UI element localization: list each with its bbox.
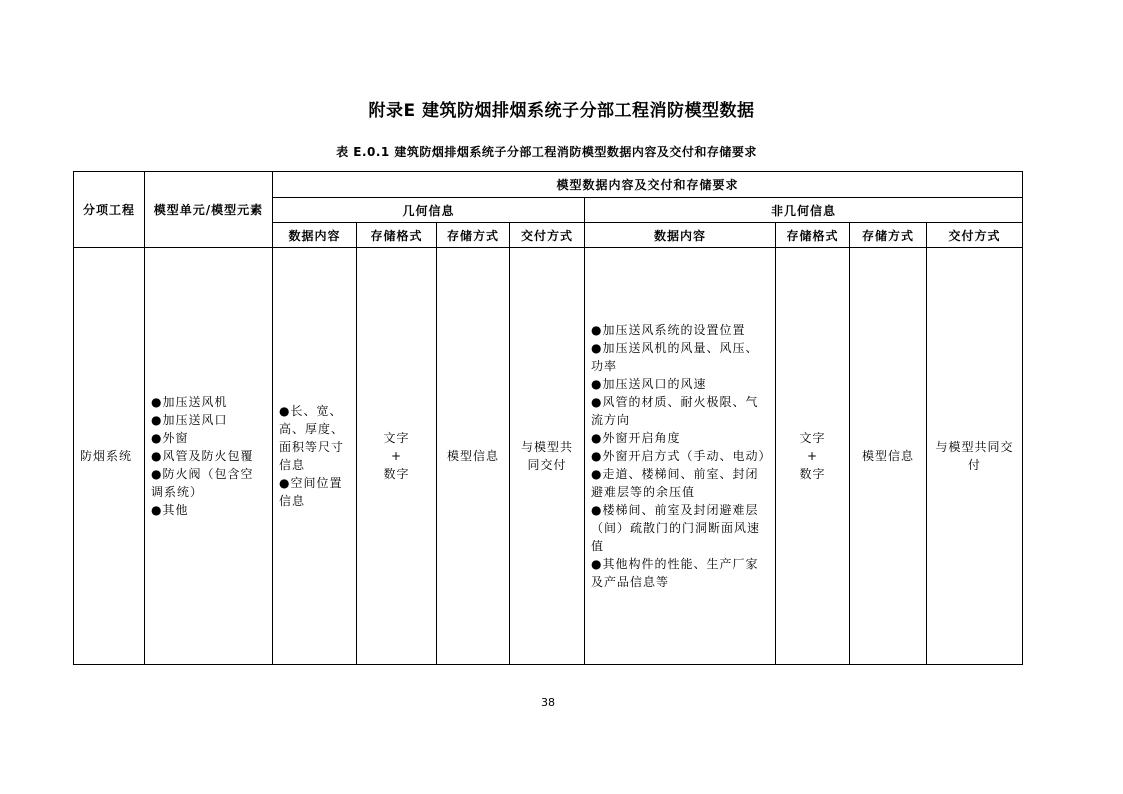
header-geo-storage: 存储方式 — [437, 223, 510, 248]
cell-geo-storage: 模型信息 — [437, 248, 510, 665]
header-ng-delivery: 交付方式 — [927, 223, 1023, 248]
cell-ng-storage: 模型信息 — [850, 248, 927, 665]
cell-geo-delivery: 与模型共同交付 — [510, 248, 585, 665]
ng-content-item: ●楼梯间、前室及封闭避难层（间）疏散门的门洞断面风速值 — [591, 503, 761, 553]
ng-content-item: ●加压送风机的风量、风压、功率 — [591, 341, 759, 373]
geo-content-item: ●空间位置信息 — [279, 476, 343, 508]
model-unit-item: ●外窗 — [151, 431, 189, 445]
header-group-non-geometry: 非几何信息 — [585, 198, 1023, 223]
cell-geo-content — [273, 248, 357, 665]
ng-content-item: ●走道、楼梯间、前室、封闭避难层等的余压值 — [591, 467, 759, 499]
geo-format-line-2: + — [390, 449, 403, 463]
model-unit-item: ●其他 — [151, 503, 189, 517]
model-data-table — [73, 171, 1023, 665]
table-row — [74, 248, 1023, 665]
ng-content-item: ●外窗开启方式（手动、电动） — [591, 449, 772, 463]
header-geo-format: 存储格式 — [357, 223, 437, 248]
cell-model-units — [145, 248, 273, 665]
cell-ng-content — [585, 248, 776, 665]
header-ng-format: 存储格式 — [776, 223, 850, 248]
ng-content-item: ●加压送风系统的设置位置 — [591, 323, 746, 337]
geo-format-line-1: 文字 — [383, 431, 410, 445]
header-model-unit: 模型单元/模型元素 — [145, 172, 273, 248]
header-group-main: 模型数据内容及交付和存储要求 — [273, 172, 1023, 198]
table-caption: 表 E.0.1 建筑防烟排烟系统子分部工程消防模型数据内容及交付和存储要求 — [336, 145, 757, 159]
ng-content-item: ●加压送风口的风速 — [591, 377, 707, 391]
model-unit-item: ●加压送风机 — [151, 395, 228, 409]
cell-geo-format — [357, 248, 437, 665]
model-unit-item: ●风管及防火包覆 — [151, 449, 254, 463]
ng-content-item: ●外窗开启角度 — [591, 431, 681, 445]
cell-ng-delivery: 与模型共同交付 — [927, 248, 1023, 665]
header-ng-storage: 存储方式 — [850, 223, 927, 248]
cell-ng-format — [776, 248, 850, 665]
page-title: 附录E 建筑防烟排烟系统子分部工程消防模型数据 — [368, 101, 755, 121]
header-fenxiang: 分项工程 — [74, 172, 145, 248]
model-unit-item: ●防火阀（包含空调系统） — [151, 467, 254, 499]
page-number: 38 — [541, 696, 555, 709]
header-group-geometry: 几何信息 — [273, 198, 585, 223]
ng-content-item: ●风管的材质、耐火极限、气流方向 — [591, 395, 759, 427]
ng-content-item: ●其他构件的性能、生产厂家及产品信息等 — [591, 557, 759, 589]
model-unit-item: ●加压送风口 — [151, 413, 228, 427]
header-geo-delivery: 交付方式 — [510, 223, 585, 248]
ng-format-line-3: 数字 — [799, 467, 826, 481]
geo-format-line-3: 数字 — [383, 467, 410, 481]
ng-format-line-1: 文字 — [799, 431, 826, 445]
cell-fenxiang: 防烟系统 — [74, 248, 145, 665]
ng-format-line-2: + — [806, 449, 819, 463]
geo-content-item: ●长、宽、高、厚度、面积等尺寸信息 — [279, 404, 345, 472]
header-ng-content: 数据内容 — [585, 223, 776, 248]
header-geo-content: 数据内容 — [273, 223, 357, 248]
